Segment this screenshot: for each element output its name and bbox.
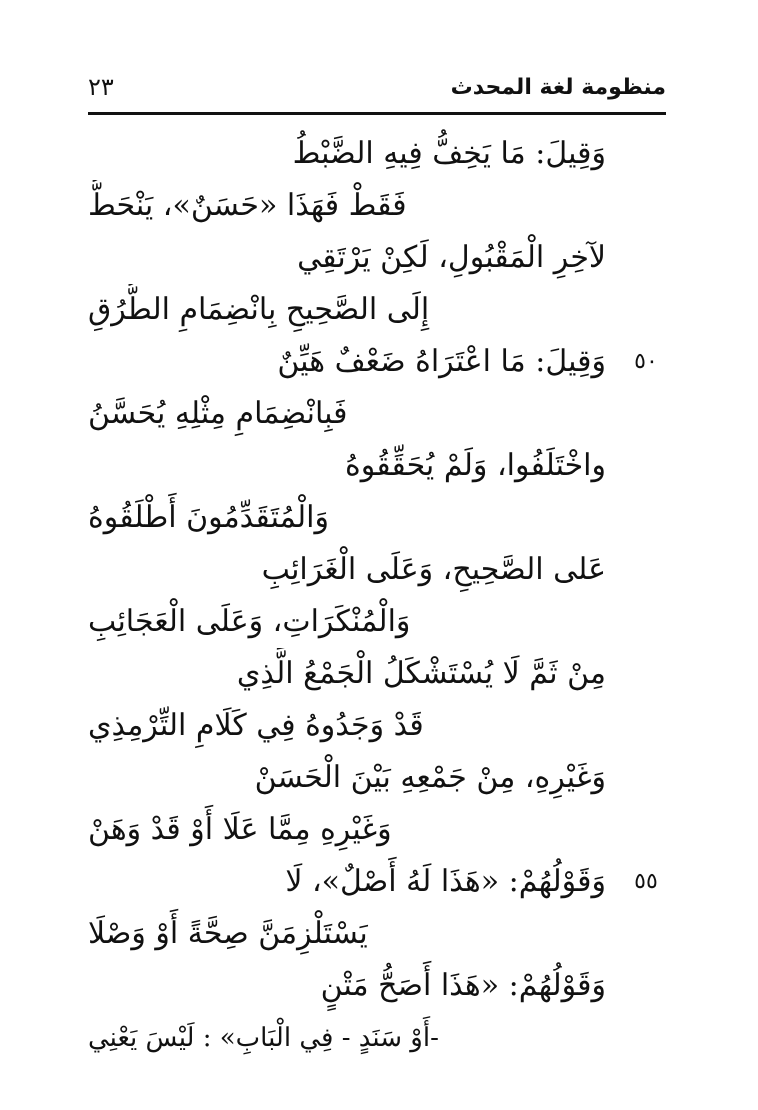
verse-text: إِلَى الصَّحِيحِ بِانْضِمَامِ الطُّرُقِ [88,292,430,327]
verse-number: ٥٥ [634,869,658,894]
verse-text: وَقَوْلُهُمْ: «هَذَا أَصَحُّ مَتْنٍ [320,968,606,1003]
page-header [88,64,666,110]
header-rule [88,112,666,115]
verse-line [88,1012,606,1064]
verse-line [88,960,606,1012]
verse-line [88,492,606,544]
poem-body [88,128,666,1064]
verse-text: -أَوْ سَنَدٍ - فِي الْبَابِ» : لَيْسَ يَعْنِي [88,1023,439,1053]
verse-line [88,596,606,648]
verse-text: وَقِيلَ: مَا اعْتَرَاهُ ضَعْفٌ هَيِّنٌ [277,344,606,379]
verse-line [88,648,606,700]
verse-text: وَغَيْرِهِ مِمَّا عَلَا أَوْ قَدْ وَهَنْ [88,812,392,847]
verse-line [88,440,606,492]
verse-line [88,908,606,960]
verse-line [88,752,606,804]
verse-text: واخْتَلَفُوا، وَلَمْ يُحَقِّقُوهُ [345,448,606,483]
verse-text: يَسْتَلْزِمَنَّ صِحَّةً أَوْ وَصْلَا [88,916,368,951]
verse-text: عَلى الصَّحِيحِ، وَعَلَى الْغَرَائِبِ [261,552,606,587]
running-head: منظومة لغة المحدث [450,74,666,100]
verse-line [88,336,658,388]
verse-line [88,180,606,232]
verse-line [88,128,606,180]
verse-text: مِنْ ثَمَّ لَا يُسْتَشْكَلُ الْجَمْعُ الَّذِي [236,656,606,691]
verse-text: قَدْ وَجَدُوهُ فِي كَلَامِ التِّرْمِذِي [88,708,424,743]
verse-line [88,284,606,336]
verse-number: ٥٠ [634,349,658,374]
verse-text: وَالْمُنْكَرَاتِ، وَعَلَى الْعَجَائِبِ [88,604,411,639]
verse-line [88,544,606,596]
verse-line [88,700,606,752]
verse-text: وَقَوْلُهُمْ: «هَذَا لَهُ أَصْلٌ»، لَا [285,864,606,899]
verse-text: فَبِانْضِمَامِ مِثْلِهِ يُحَسَّنُ [88,396,348,431]
verse-text: وَقِيلَ: مَا يَخِفُّ فِيهِ الضَّبْطُ [292,136,606,171]
verse-line [88,804,606,856]
page-number: ٢٣ [88,73,114,101]
verse-line [88,856,658,908]
verse-line [88,232,606,284]
verse-text: وَغَيْرِهِ، مِنْ جَمْعِهِ بَيْنَ الْحَسَنْ [254,760,606,795]
verse-text: لآخِرِ الْمَقْبُولِ، لَكِنْ يَرْتَقِي [297,240,606,275]
verse-line [88,388,606,440]
verse-text: فَقَطْ فَهَذَا «حَسَنٌ»، يَنْحَطُّ [88,188,407,223]
verse-text: وَالْمُتَقَدِّمُونَ أَطْلَقُوهُ [88,500,329,535]
